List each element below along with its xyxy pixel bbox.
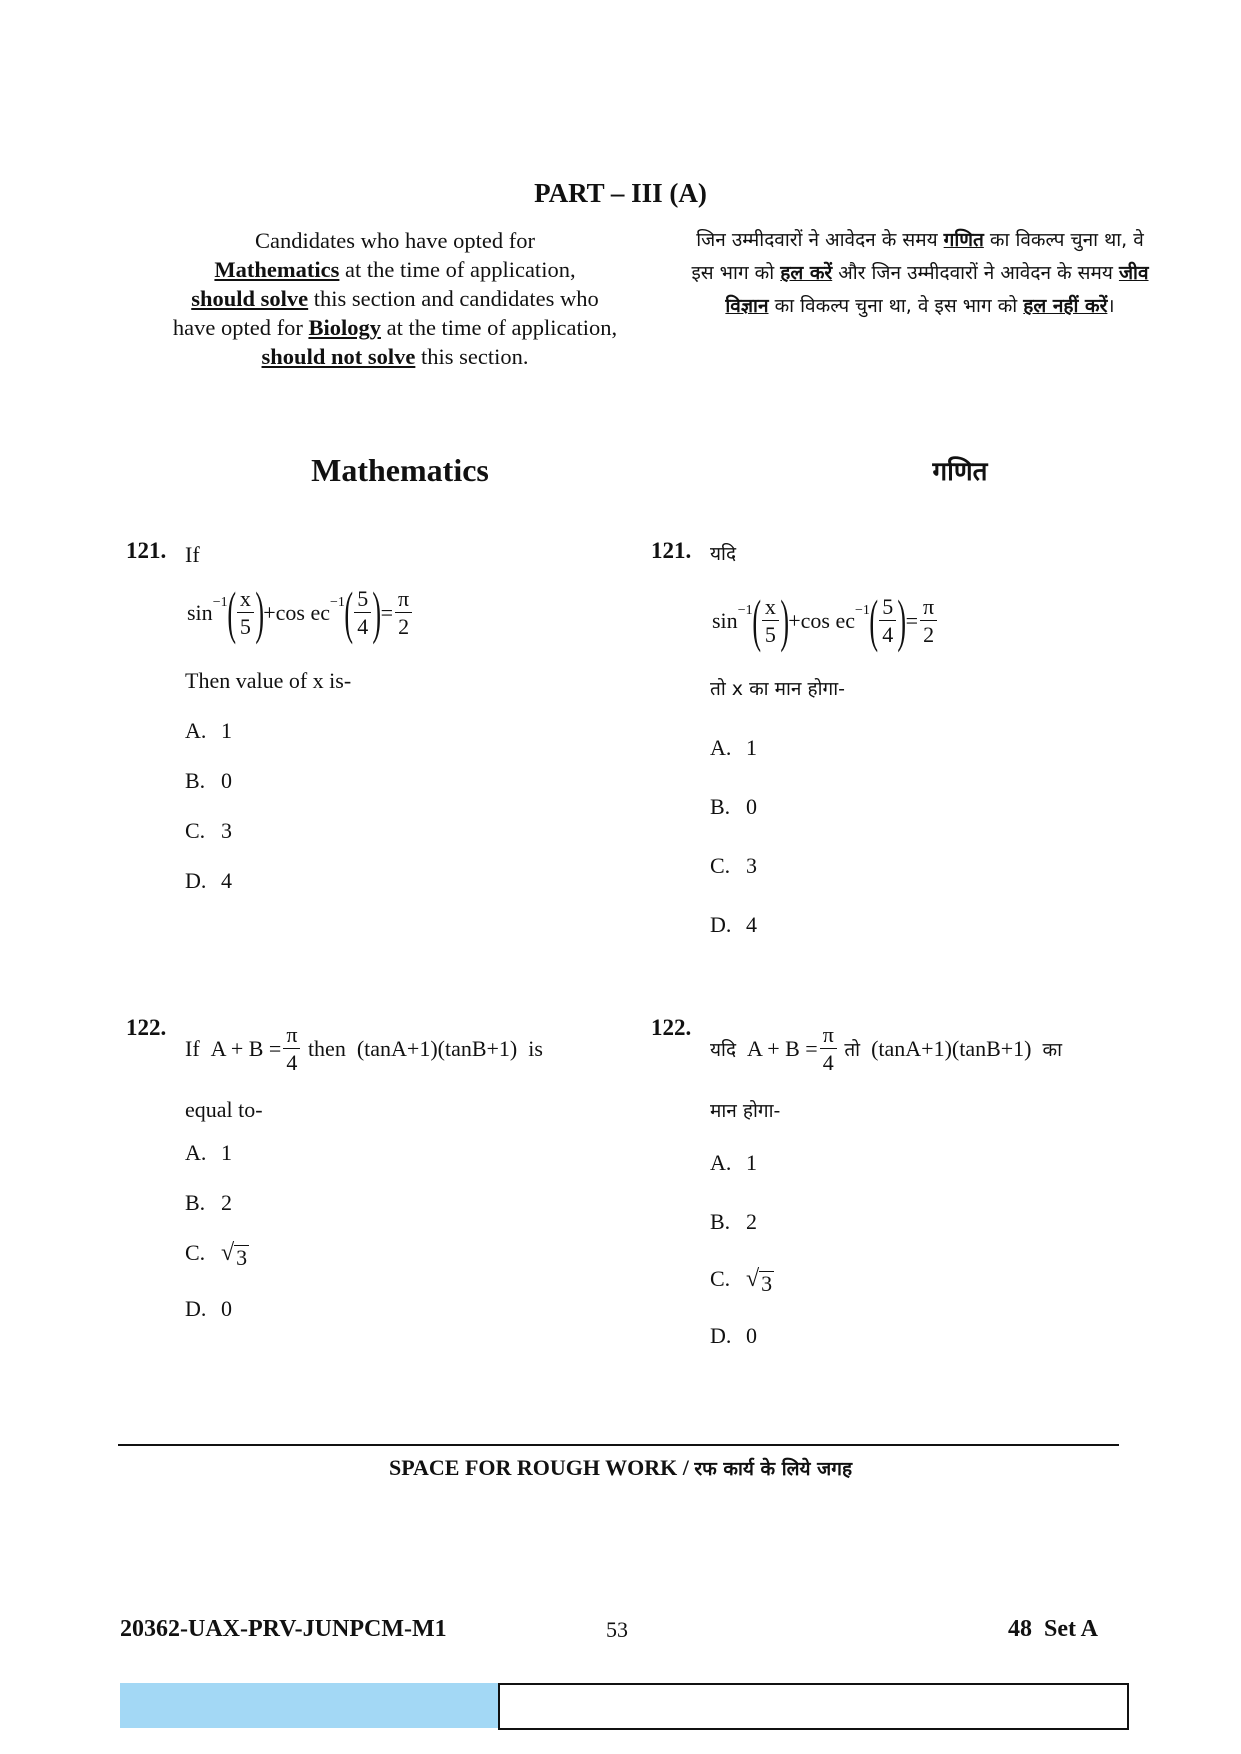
rough-work-hindi: रफ कार्य के लिये जगह: [694, 1458, 853, 1480]
option-value: 1: [746, 1150, 757, 1175]
option-letter: C.: [710, 1266, 731, 1291]
option-letter: D.: [710, 912, 732, 937]
eq-text: (tanA+1)(tanB+1): [871, 1036, 1032, 1061]
question-followup: equal to-: [185, 1097, 263, 1122]
option-letter: C.: [185, 818, 206, 843]
eq-text: A + B =: [210, 1036, 282, 1061]
paren-close: ): [897, 588, 907, 653]
eq-text: is: [528, 1036, 543, 1061]
paren-open: (: [751, 588, 761, 653]
question-followup: Then value of x is-: [185, 668, 352, 693]
denominator: 5: [239, 614, 251, 639]
instr-bold: Mathematics: [214, 257, 340, 282]
eq-sup: −1: [855, 603, 870, 618]
numerator: π: [920, 596, 937, 621]
eq-text: sin: [187, 600, 213, 625]
question-number: 121.: [126, 538, 167, 563]
sqrt-symbol: √: [746, 1266, 760, 1292]
option-value: 3: [236, 1245, 248, 1270]
rough-work-divider: [118, 1444, 1119, 1446]
set-label: [1008, 1616, 1098, 1643]
question-number: 122.: [651, 1015, 692, 1040]
denominator: 4: [286, 1050, 298, 1075]
section-title-english: Mathematics: [311, 452, 489, 488]
option-letter: C.: [185, 1240, 206, 1265]
paper-code: 20362-UAX-PRV-JUNPCM-M1: [120, 1616, 447, 1642]
option-a[interactable]: [185, 1140, 232, 1166]
equation: [187, 580, 414, 645]
eq-text: (tanA+1)(tanB+1): [356, 1036, 518, 1061]
option-a[interactable]: [710, 1150, 757, 1176]
denominator: 4: [882, 622, 894, 647]
sqrt-expression: [746, 1267, 774, 1295]
option-letter: B.: [710, 794, 731, 819]
option-c[interactable]: [710, 1266, 774, 1295]
eq-text: =: [380, 600, 394, 625]
page-number: 53: [606, 1617, 628, 1642]
question-stem: यदि: [710, 543, 737, 565]
fraction: [762, 596, 779, 646]
eq-sup: −1: [330, 595, 345, 610]
option-value: 0: [746, 794, 757, 819]
question-followup: तो x का मान होगा-: [710, 678, 845, 700]
option-letter: B.: [185, 1190, 206, 1215]
instr-text: और जिन उम्मीदवारों ने आवेदन के समय: [838, 262, 1113, 284]
paren-open: (: [344, 580, 353, 645]
footer-color-bar: [120, 1683, 498, 1728]
option-b[interactable]: [710, 794, 757, 820]
option-value: 1: [221, 718, 232, 743]
eq-text: A + B =: [747, 1036, 818, 1061]
question-stem: [185, 1024, 543, 1074]
instr-bold: should solve: [191, 286, 309, 311]
footer-box: [498, 1683, 1129, 1730]
option-letter: D.: [185, 868, 207, 893]
instr-bold: जीव विज्ञान: [725, 262, 1149, 317]
paren-open: (: [869, 588, 878, 653]
instructions-hindi: [690, 224, 1150, 323]
eq-text: If: [185, 1036, 200, 1061]
section-title-hindi: गणित: [932, 457, 988, 487]
instructions-english: [170, 226, 620, 371]
option-b[interactable]: [710, 1209, 757, 1235]
option-value: 4: [746, 912, 757, 937]
numerator: x: [762, 596, 779, 621]
option-b[interactable]: [185, 768, 232, 794]
fraction: [283, 1024, 300, 1074]
option-letter: D.: [710, 1323, 732, 1348]
question-stem: If: [185, 542, 200, 567]
question-number: 121.: [651, 538, 692, 563]
option-d[interactable]: [710, 912, 757, 938]
option-value: 2: [221, 1190, 232, 1215]
rough-work-label: [0, 1455, 1241, 1481]
numerator: x: [237, 588, 254, 613]
option-d[interactable]: [710, 1323, 757, 1349]
instr-bold: should not solve: [261, 344, 416, 369]
fraction: [879, 596, 896, 646]
option-c[interactable]: [185, 1240, 249, 1269]
part-title: PART – III (A): [534, 178, 707, 208]
numerator: π: [395, 588, 412, 613]
instr-text: at the time of application,: [345, 257, 576, 282]
option-value: 3: [761, 1271, 773, 1296]
instr-text: this section.: [420, 344, 529, 369]
denominator: 4: [357, 614, 369, 639]
eq-text: =: [905, 608, 919, 633]
fraction: [237, 588, 254, 638]
option-letter: B.: [185, 768, 206, 793]
instr-bold: गणित: [943, 229, 984, 251]
paren-close: ): [780, 588, 789, 653]
option-letter: A.: [710, 735, 732, 760]
option-d[interactable]: [185, 868, 232, 894]
instr-text: Candidates who have opted for: [255, 228, 535, 253]
option-letter: A.: [185, 1140, 207, 1165]
eq-text: cos ec: [800, 608, 856, 633]
denominator: 4: [822, 1050, 834, 1075]
set-number: 48: [1008, 1616, 1032, 1642]
eq-text: यदि: [710, 1039, 737, 1061]
eq-text: का: [1042, 1039, 1063, 1061]
option-value: 0: [746, 1323, 757, 1348]
question-stem: [710, 1024, 1062, 1074]
option-letter: A.: [185, 718, 207, 743]
numerator: 5: [879, 596, 896, 621]
instr-text: ।: [1107, 295, 1115, 317]
eq-text: cos ec: [275, 600, 331, 625]
option-a[interactable]: [185, 718, 232, 744]
instr-text: का विकल्प चुना था, वे इस भाग को: [691, 229, 1144, 284]
eq-text: then: [307, 1036, 346, 1061]
numerator: π: [283, 1024, 300, 1049]
option-value: 0: [221, 768, 232, 793]
option-letter: C.: [710, 853, 731, 878]
numerator: 5: [354, 588, 371, 613]
instr-bold: Biology: [308, 315, 381, 340]
rough-work-english: SPACE FOR ROUGH WORK /: [388, 1455, 689, 1480]
fraction: [354, 588, 371, 638]
option-value: 1: [746, 735, 757, 760]
option-a[interactable]: [710, 735, 757, 761]
paren-open: (: [226, 580, 236, 645]
instr-text: this section and candidates who have opted for: [172, 286, 599, 340]
question-followup: मान होगा-: [710, 1100, 781, 1122]
fraction: [820, 1024, 837, 1074]
denominator: 2: [398, 614, 410, 639]
option-value: 1: [221, 1140, 232, 1165]
option-b[interactable]: [185, 1190, 232, 1216]
eq-text: तो: [844, 1039, 861, 1061]
instr-bold: हल नहीं करें: [1023, 295, 1108, 317]
sqrt-symbol: √: [221, 1240, 235, 1266]
paren-close: ): [372, 580, 382, 645]
sqrt-expression: [221, 1241, 249, 1269]
option-value: 4: [221, 868, 232, 893]
question-number: 122.: [126, 1015, 167, 1040]
option-letter: D.: [185, 1296, 207, 1321]
eq-text: sin: [712, 608, 738, 633]
eq-text: +: [263, 600, 276, 625]
eq-sup: −1: [737, 603, 753, 618]
option-letter: B.: [710, 1209, 731, 1234]
option-letter: A.: [710, 1150, 732, 1175]
numerator: π: [820, 1024, 837, 1049]
instr-text: at the time of application,: [386, 315, 618, 340]
denominator: 5: [764, 622, 776, 647]
option-c[interactable]: [710, 853, 757, 879]
option-value: 2: [746, 1209, 757, 1234]
instr-text: जिन उम्मीदवारों ने आवेदन के समय: [696, 229, 938, 251]
eq-text: +: [788, 608, 801, 633]
fraction: [395, 588, 412, 638]
option-d[interactable]: [185, 1296, 232, 1322]
instr-text: का विकल्प चुना था, वे इस भाग को: [774, 295, 1018, 317]
option-value: 3: [221, 818, 232, 843]
denominator: 2: [923, 622, 935, 647]
instr-bold: हल करें: [780, 262, 833, 284]
eq-sup: −1: [212, 595, 228, 610]
option-c[interactable]: [185, 818, 232, 844]
set-name: Set A: [1044, 1616, 1098, 1642]
fraction: [920, 596, 937, 646]
paren-close: ): [255, 580, 264, 645]
equation: [712, 588, 939, 653]
option-value: 0: [221, 1296, 232, 1321]
option-value: 3: [746, 853, 757, 878]
